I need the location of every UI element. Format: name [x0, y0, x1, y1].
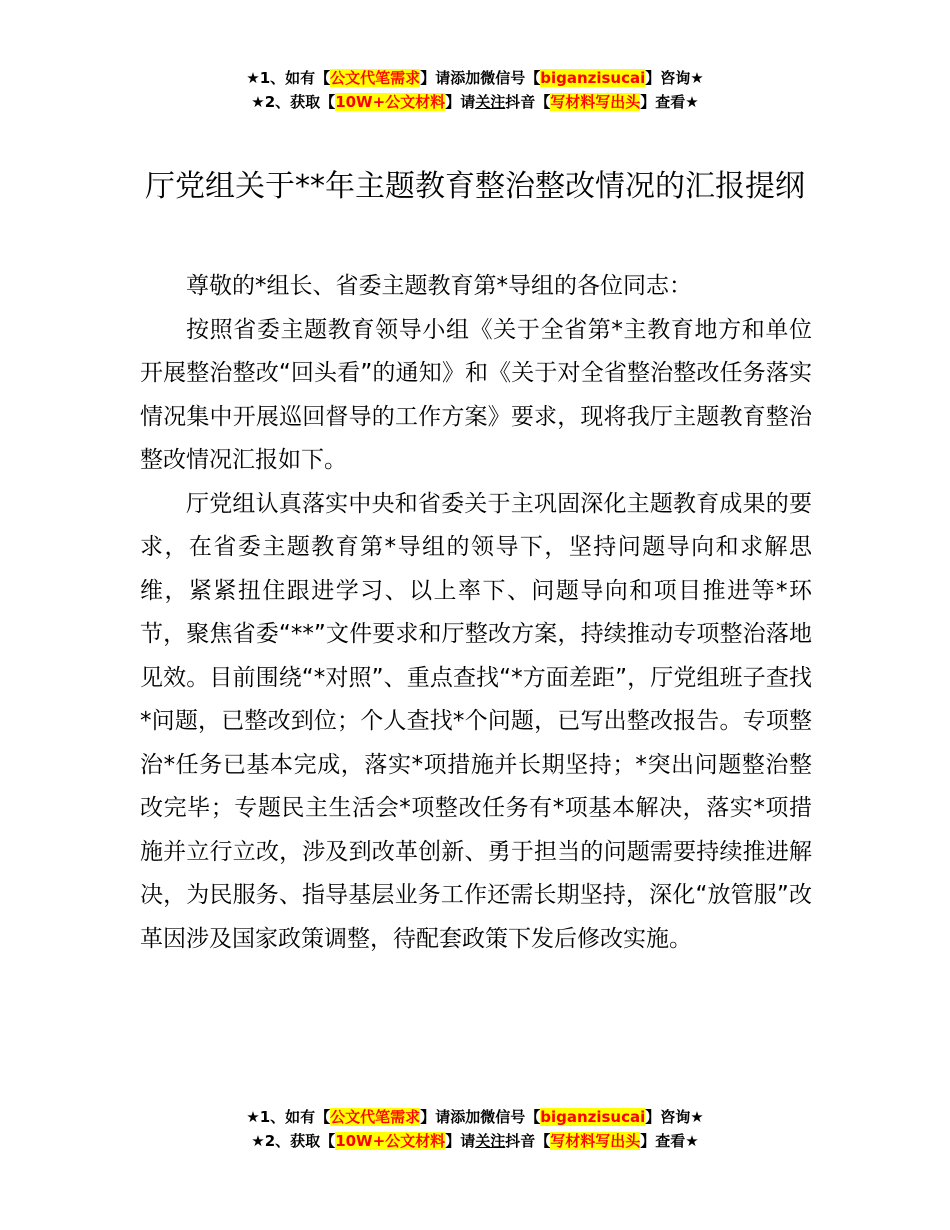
banner-text: 抖音【 — [505, 93, 551, 111]
banner-underline: 关注 — [475, 93, 506, 111]
banner-highlight: 10W+公文材料 — [335, 93, 446, 111]
banner-highlight: 公文代笔需求 — [330, 1108, 421, 1126]
banner-highlight: biganzisucai — [540, 69, 646, 87]
banner-text: 】查看★ — [640, 1132, 699, 1150]
banner-line-2 — [0, 90, 950, 114]
banner-highlight: 写材料写出头 — [550, 1132, 641, 1150]
banner-text: 】咨询★ — [645, 69, 704, 87]
document-title: 厅党组关于**年主题教育整治整改情况的汇报提纲 — [145, 169, 805, 204]
banner-highlight: biganzisucai — [540, 1108, 646, 1126]
banner-text: ★1、如有【 — [246, 69, 331, 87]
banner-line-1 — [0, 1105, 950, 1129]
paragraph: 按照省委主题教育领导小组《关于全省第*主教育地方和单位开展整治整改“回头看”的通知》和《关于对全省整治整改任务落实情况集中开展巡回督导的工作方案》要求，现将我厅主题教育整治整改情况汇报如下。 — [140, 316, 812, 473]
banner-text: 抖音【 — [505, 1132, 551, 1150]
banner-highlight: 10W+公文材料 — [335, 1132, 446, 1150]
banner-text: ★2、获取【 — [251, 1132, 336, 1150]
banner-highlight: 写材料写出头 — [550, 93, 641, 111]
banner-text: 】请 — [445, 1132, 476, 1150]
greeting: 尊敬的*组长、省委主题教育第*导组的各位同志： — [186, 273, 692, 299]
banner-text: 】请添加微信号【 — [420, 1108, 541, 1126]
banner-text: 】请添加微信号【 — [420, 69, 541, 87]
banner-highlight: 公文代笔需求 — [330, 69, 421, 87]
document-body — [140, 265, 812, 961]
banner-text: 】咨询★ — [645, 1108, 704, 1126]
paragraph: 厅党组认真落实中央和省委关于主巩固深化主题教育成果的要求，在省委主题教育第*导组的领导下，坚持问题导向和求解思维，紧紧扭住跟进学习、以上率下、问题导向和项目推进等*环节，聚焦省委“**”文件要求和厅整改方案，持续推动专项整治落地见效。目前围绕“*对照”、重点查找“*方面差距”，厅党组班子查找*问题，已整改到位；个人查找*个问题，已写出整改报告。专项整治*任务已基本完成，落实*项措施并长期坚持；*突出问题整治整改完毕；专题民主生活会*项整改任务有*项基本解决，落实*项措施并立行立改，涉及到改革创新、勇于担当的问题需要持续推进解决，为民服务、指导基层业务工作还需长期坚持，深化“放管服”改革因涉及国家政策调整，待配套政策下发后修改实施。 — [140, 490, 812, 952]
banner-text: ★2、获取【 — [251, 93, 336, 111]
banner-line-2 — [0, 1129, 950, 1153]
banner-underline: 关注 — [475, 1132, 506, 1150]
banner-text: 】请 — [445, 93, 476, 111]
banner-text: ★1、如有【 — [246, 1108, 331, 1126]
banner-line-1 — [0, 66, 950, 90]
footer-banner — [0, 1105, 950, 1153]
header-banner — [0, 66, 950, 114]
banner-text: 】查看★ — [640, 93, 699, 111]
